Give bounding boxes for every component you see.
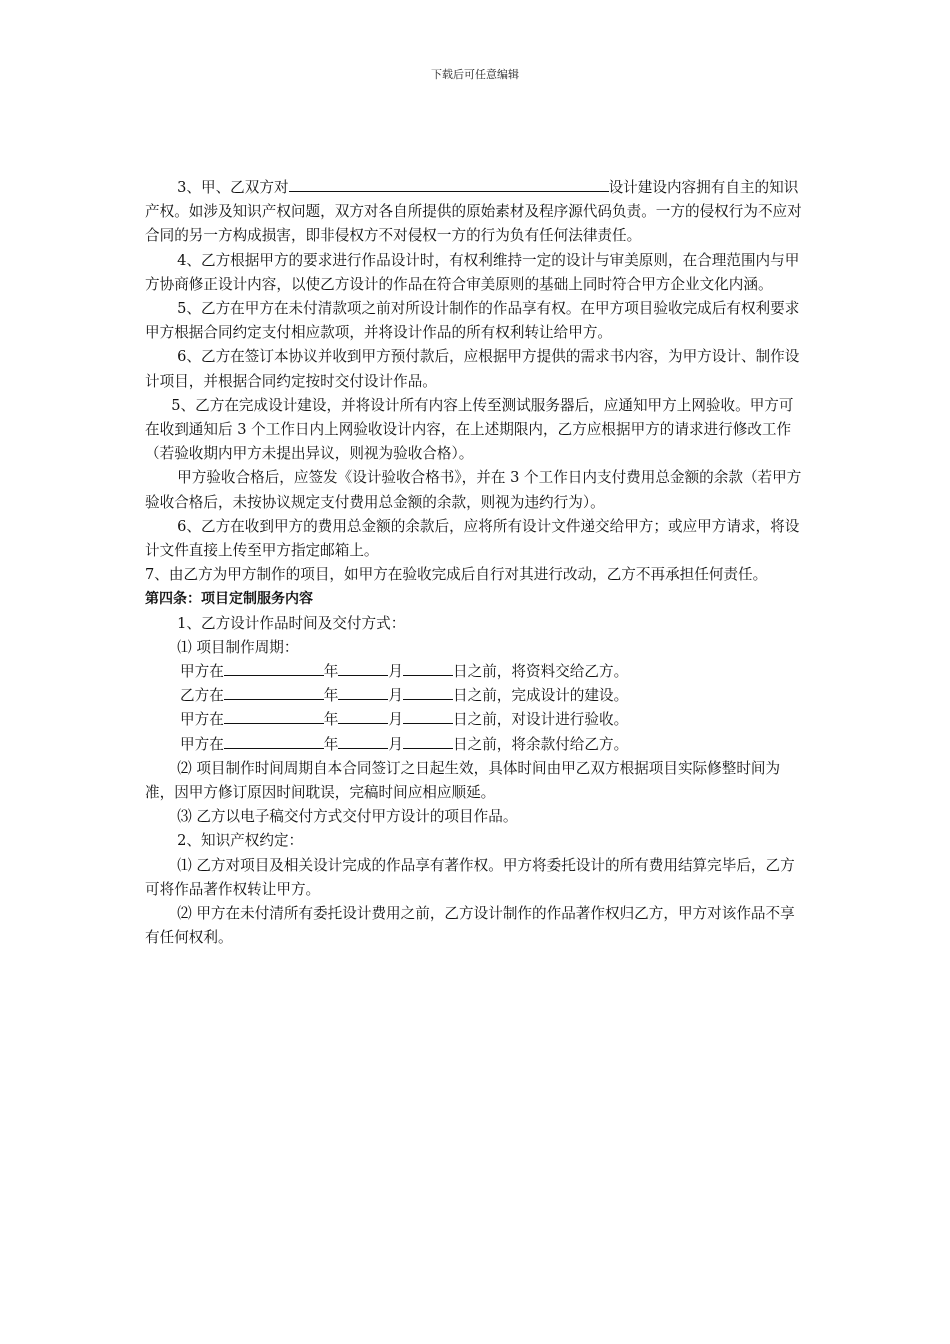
schedule-year: 年 xyxy=(323,711,339,729)
schedule-party: 甲方在 xyxy=(180,735,224,753)
schedule-party: 乙方在 xyxy=(180,687,224,705)
blank-line xyxy=(289,176,609,192)
blank-line xyxy=(224,733,324,749)
clause-3-suffix: 设计建设内容拥有自主的知识产权。如涉及知识产权问题，双方对各自所提供的原始素材及程序源代码负责。一方的侵权行为不应对合同的另一方构成损害，即非侵权方不对侵权一方的行为负有任何法律责任。 xyxy=(145,179,802,245)
schedule-action: 对设计进行验收。 xyxy=(511,711,629,729)
schedule-day: 日之前， xyxy=(453,711,512,729)
schedule-day: 日之前， xyxy=(453,663,512,681)
schedule-party: 甲方在 xyxy=(180,711,224,729)
article-4-sub-2: ⑵ 项目制作时间周期自本合同签订之日起生效，具体时间由甲乙双方根据项目实际修整时间为准，因甲方修订原因时间耽误，完稿时间应相应顺延。 xyxy=(145,759,781,802)
schedule-row xyxy=(145,708,807,732)
page-header-note: 下载后可任意编辑 xyxy=(431,68,519,81)
schedule-action: 将余款付给乙方。 xyxy=(511,735,629,753)
schedule-year: 年 xyxy=(323,687,339,705)
blank-line xyxy=(338,660,388,676)
schedule-row xyxy=(145,733,807,757)
schedule-year: 年 xyxy=(323,663,339,681)
schedule-month: 月 xyxy=(388,687,404,705)
blank-line xyxy=(403,733,453,749)
clause-5: 5、乙方在甲方在未付清款项之前对所设计制作的作品享有权。在甲方项目验收完成后有权利要求甲方根据合同约定支付相应款项，并将设计作品的所有权利转让给甲方。 xyxy=(145,300,800,342)
document-body xyxy=(145,176,807,951)
clause-6: 6、乙方在签订本协议并收到甲方预付款后，应根据甲方提供的需求书内容，为甲方设计、制作设计项目，并根据合同约定按时交付设计作品。 xyxy=(145,348,800,390)
ip-clause-1: ⑴ 乙方对项目及相关设计完成的作品享有著作权。甲方将委托设计的所有费用结算完毕后，乙方可将作品著作权转让甲方。 xyxy=(145,856,795,898)
blank-line xyxy=(403,684,453,700)
clause-acceptance: 甲方验收合格后，应签发《设计验收合格书》，并在 3 个工作日内支付费用总金额的余款（若甲方验收合格后，未按协议规定支付费用总金额的余款，则视为违约行为）。 xyxy=(145,469,802,511)
blank-line xyxy=(338,708,388,724)
article-4-heading: 第四条：项目定制服务内容 xyxy=(145,591,313,608)
blank-line xyxy=(224,708,324,724)
clause-3 xyxy=(145,176,807,249)
schedule-row xyxy=(145,660,807,684)
schedule-day: 日之前， xyxy=(453,735,512,753)
schedule-month: 月 xyxy=(388,735,404,753)
schedule-month: 月 xyxy=(388,663,404,681)
article-4-item-1: 1、乙方设计作品时间及交付方式： xyxy=(177,614,406,632)
blank-line xyxy=(338,733,388,749)
blank-line xyxy=(224,684,324,700)
schedule-row xyxy=(145,684,807,708)
article-4-sub-3: ⑶ 乙方以电子稿交付方式交付甲方设计的项目作品。 xyxy=(177,808,518,826)
blank-line xyxy=(403,660,453,676)
blank-line xyxy=(403,708,453,724)
ip-clause-2: ⑵ 甲方在未付清所有委托设计费用之前，乙方设计制作的作品著作权归乙方，甲方对该作品不享有任何权利。 xyxy=(145,905,795,947)
clause-4: 4、乙方根据甲方的要求进行作品设计时，有权利维持一定的设计与审美原则，在合理范围内与甲方协商修正设计内容，以使乙方设计的作品在符合审美原则的基础上同时符合甲方企业文化内涵。 xyxy=(145,251,800,293)
schedule-action: 完成设计的建设。 xyxy=(511,687,629,705)
schedule-party: 甲方在 xyxy=(180,663,224,681)
blank-line xyxy=(338,684,388,700)
article-4-sub-1: ⑴ 项目制作周期： xyxy=(177,638,299,656)
schedule-day: 日之前， xyxy=(453,687,512,705)
clause-7: 7、由乙方为甲方制作的项目，如甲方在验收完成后自行对其进行改动，乙方不再承担任何责任。 xyxy=(145,566,768,584)
schedule-action: 将资料交给乙方。 xyxy=(511,663,629,681)
clause-6b: 6、乙方在收到甲方的费用总金额的余款后，应将所有设计文件递交给甲方；或应甲方请求，将设计文件直接上传至甲方指定邮箱上。 xyxy=(145,517,800,560)
article-4-item-2: 2、知识产权约定： xyxy=(177,832,304,850)
schedule-month: 月 xyxy=(388,711,404,729)
schedule-year: 年 xyxy=(323,735,339,753)
blank-line xyxy=(224,660,324,676)
clause-5b: 5、乙方在完成设计建设，并将设计所有内容上传至测试服务器后，应通知甲方上网验收。甲方可在收到通知后 3 个工作日内上网验收设计内容，在上述期限内，乙方应根据甲方的请求进行修改工作（若验收期内甲方未提出异议，则视为验收合格）。 xyxy=(145,396,794,463)
clause-3-prefix: 3、甲、乙双方对 xyxy=(177,179,289,196)
